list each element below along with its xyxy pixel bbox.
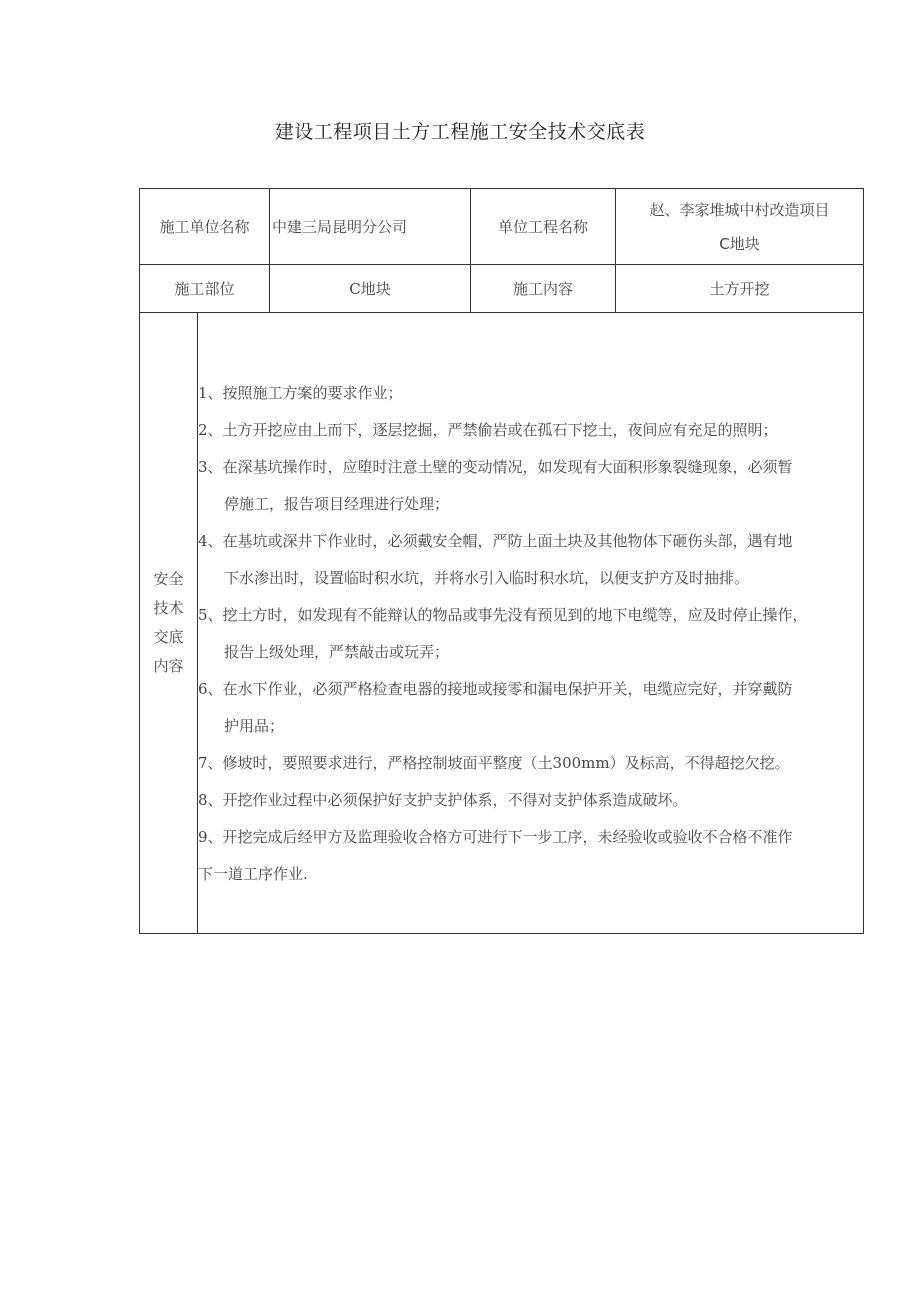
- list-item-continuation: 护用品；: [224, 717, 285, 735]
- list-item-text: 3、在深基坑操作时，应堕时注意土壁的变动情况，如发现有大面积形象裂缝现象，必须暂: [198, 458, 793, 476]
- disclosure-table: [139, 188, 864, 934]
- list-item-text: 7、修坡时，要照要求进行，严格控制坡面平整度（土300mm）及标高，不得超挖欠挖。: [198, 754, 790, 772]
- list-item-text: 6、在水下作业，必须严格检查电器的接地或接零和漏电保护开关，电缆应完好，并穿戴防: [198, 680, 793, 698]
- content-value: 土方开挖: [616, 265, 864, 313]
- project-label: 单位工程名称: [471, 189, 616, 265]
- list-item-continuation: 报告上级处理，严禁敲击或玩弄；: [224, 643, 450, 661]
- list-item: [198, 412, 857, 449]
- list-item-continuation: 停施工，报告项目经理进行处理；: [224, 495, 450, 513]
- side-label-line: 安全: [153, 570, 184, 588]
- list-item: [198, 375, 857, 412]
- list-item: [198, 597, 857, 671]
- table-row-part: [140, 265, 864, 313]
- project-value-line1: 赵、李家堆城中村改造项目: [649, 200, 830, 219]
- side-label-line: 技术: [153, 599, 184, 617]
- disclosure-content: [198, 313, 864, 934]
- list-item: [198, 782, 857, 819]
- table-row-disclosure: [140, 313, 864, 934]
- list-item: [198, 856, 857, 893]
- side-label-line: 内容: [153, 657, 184, 675]
- list-item-continuation: 下水渗出时，设置临时积水坑，并将水引入临时积水坑，以便支护方及时抽排。: [224, 569, 750, 587]
- list-item-text: 4、在基坑或深井下作业时，必须戴安全帽，严防上面土块及其他物体下砸伤头部，遇有地: [198, 532, 793, 550]
- list-item-text: 5、挖土方时，如发现有不能辩认的物品或事先没有预见到的地下电缆等，应及时停止操作，: [198, 606, 808, 624]
- part-label: 施工部位: [140, 265, 270, 313]
- document-title: 建设工程项目土方工程施工安全技术交底表: [274, 121, 646, 143]
- list-item-text: 2、土方开挖应由上而下，逐层挖掘，严禁偷岩或在孤石下挖土，夜间应有充足的照明；: [198, 421, 778, 439]
- list-item-text: 1、按照施工方案的要求作业；: [198, 384, 403, 402]
- list-item: [198, 523, 857, 597]
- table-row-unit: [140, 189, 864, 265]
- list-item-text: 9、开挖完成后经甲方及监理验收合格方可进行下一步工序，未经验收或验收不合格不准作: [198, 828, 793, 846]
- project-value: [616, 189, 864, 265]
- list-item: [198, 449, 857, 523]
- list-item: [198, 671, 857, 745]
- side-label-line: 交底: [153, 628, 184, 646]
- unit-label: 施工单位名称: [140, 189, 270, 265]
- list-item: [198, 819, 857, 856]
- project-value-line2: C地块: [719, 234, 760, 253]
- part-value: C地块: [270, 265, 471, 313]
- content-label: 施工内容: [471, 265, 616, 313]
- list-item-text: 8、开挖作业过程中必须保护好支护支护体系，不得对支护体系造成破坏。: [198, 791, 688, 809]
- disclosure-side-label: [140, 313, 198, 934]
- list-item-text: 下一道工序作业.: [198, 865, 308, 883]
- list-item: [198, 745, 857, 782]
- unit-value: 中建三局昆明分公司: [270, 189, 471, 265]
